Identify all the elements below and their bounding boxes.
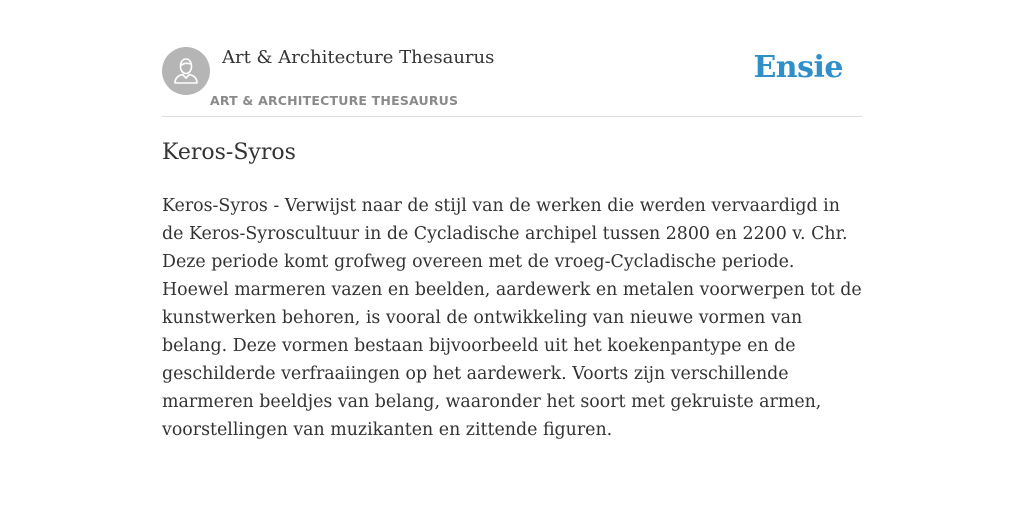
user-silhouette-icon — [162, 47, 210, 95]
page-title: Keros-Syros — [162, 140, 296, 165]
definition-text: Keros-Syros - Verwijst naar de stijl van de werken die werden vervaardigd in de Keros-Syroscultuur in de Cycladische archipel tussen 2800 en 2200 v. Chr. Deze periode komt grofweg overeen met de vroeg-Cycladische periode. Hoewel marmeren vazen en beelden, aardewerk en metalen voorwerpen tot de kunstwerken behoren, is vooral de ontwikkeling van nieuwe vormen van belang. Deze vormen bestaan bijvoorbeeld uit het koekenpantype en de geschilderde verfraaiingen op het aardewerk. Voorts zijn verschillende marmeren beeldjes van belang, waaronder het soort met gekruiste armen, voorstellingen van muzikanten en zittende figuren. — [162, 196, 862, 440]
ensie-logo[interactable]: Ensie — [753, 50, 843, 85]
author-name[interactable]: Art & Architecture Thesaurus — [222, 47, 495, 68]
page-header — [162, 46, 862, 117]
author-subtitle: ART & ARCHITECTURE THESAURUS — [210, 93, 459, 108]
author-avatar[interactable] — [162, 47, 210, 95]
